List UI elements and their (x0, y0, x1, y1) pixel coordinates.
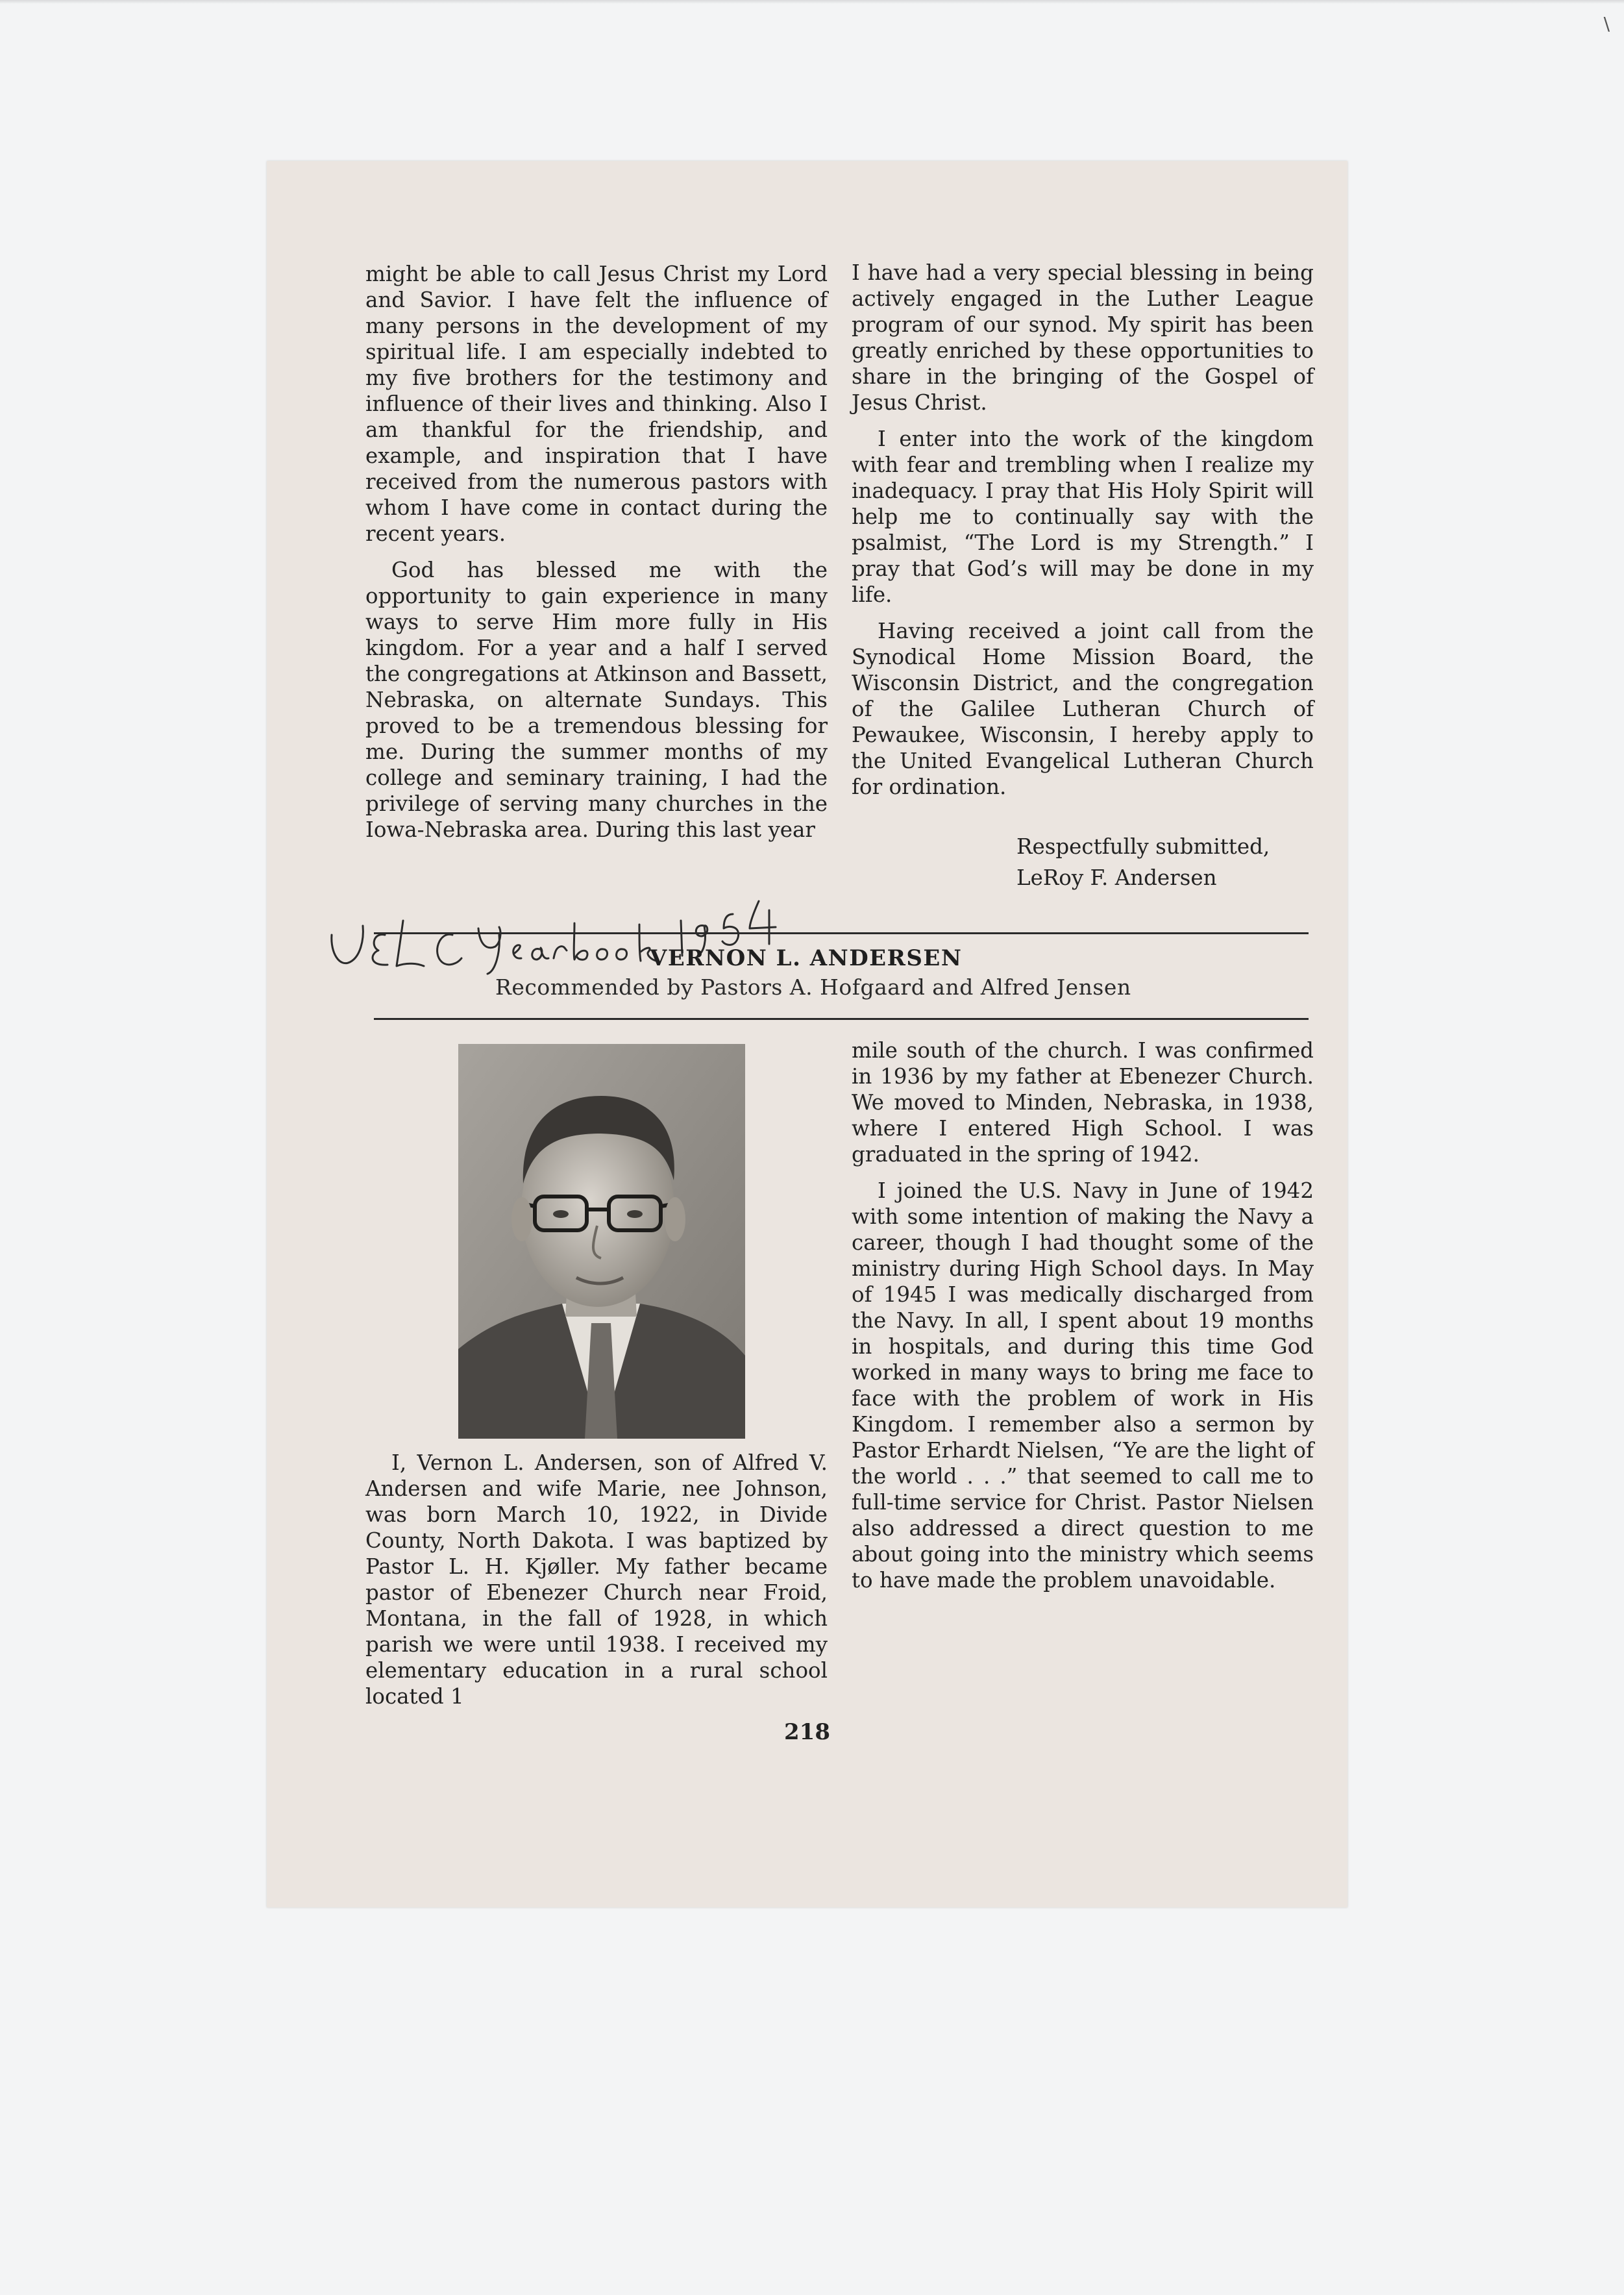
signature-closing: Respectfully submitted, (1016, 834, 1270, 859)
paragraph: I enter into the work of the kingdom with fear and trembling when I realize my inadequacy. I pray that His Holy Spirit will help me to continually say with the psalmist, “The Lord is my Strength.” I pray that God’s will may be done in my life. (852, 427, 1314, 607)
paragraph: I joined the U.S. Navy in June of 1942 with some intention of making the Navy a career, though I had thought some of the ministry during High School days. In May of 1945 I was medically discharged from the Navy. In all, I spent about 19 months in hospitals, and during this time God worked in many ways to bring me face to face with the problem of work in His Kingdom. I remember also a sermon by Pastor Erhardt Nielsen, “Ye are the light of the world . . .” that seemed to call me to full-time service for Christ. Pastor Nielsen also addressed a direct question to me about going into the ministry which seems to have made the problem unavoidable. (852, 1178, 1314, 1593)
paragraph: Having received a joint call from the Synodical Home Mission Board, the Wisconsin District, and the congregation of the Galilee Lutheran Church of Pewaukee, Wisconsin, I hereby apply to the United Evangelical Lutheran Church for ordination. (852, 619, 1314, 799)
recommended-by: Recommended by Pastors A. Hofgaard and Alfred Jensen (495, 974, 1131, 1000)
left-column-top (365, 261, 828, 853)
right-column-top (852, 260, 1314, 810)
paragraph: might be able to call Jesus Christ my Lord and Savior. I have felt the influence of many persons in the development of my spiritual life. I am especially indebted to my five brothers for the testimony and influence of their lives and thinking. Also I am thankful for the friendship, and example, and inspiration that I have received from the numerous pastors with whom I have come in contact during the recent years. (365, 262, 828, 546)
right-column-bottom (852, 1037, 1314, 1604)
section-heading: VERNON L. ANDERSEN (650, 945, 963, 971)
signature-block (1016, 831, 1341, 893)
scan-corner-mark: \ (1603, 13, 1610, 34)
left-column-bottom (365, 1450, 828, 1720)
yearbook-page (267, 161, 1347, 1907)
page-number: 218 (784, 1719, 830, 1745)
paragraph: I, Vernon L. Andersen, son of Alfred V. Andersen and wife Marie, nee Johnson, was born March 10, 1922, in Divide County, North Dakota. I was baptized by Pastor L. H. Kjøller. My father became pastor of Ebenezer Church near Froid, Montana, in the fall of 1928, in which parish we were until 1938. I received my elementary education in a rural school located 1 (365, 1450, 828, 1709)
signature-name: LeRoy F. Andersen (1016, 865, 1217, 890)
paragraph: I have had a very special blessing in being actively engaged in the Luther League program of our synod. My spirit has been greatly enriched by these opportunities to share in the bringing of the Gospel of Jesus Christ. (852, 260, 1314, 415)
scan-edge (0, 0, 1624, 4)
portrait-photo (458, 1044, 745, 1439)
paragraph: mile south of the church. I was confirmed in 1936 by my father at Ebenezer Church. We moved to Minden, Nebraska, in 1938, where I entered High School. I was graduated in the spring of 1942. (852, 1038, 1314, 1167)
divider-bottom (374, 1018, 1309, 1020)
paragraph: God has blessed me with the opportunity to gain experience in many ways to serve Him more fully in His kingdom. For a year and a half I served the congregations at Atkinson and Bassett, Nebraska, on alternate Sundays. This proved to be a tremendous blessing for me. During the summer months of my college and seminary training, I had the privilege of serving many churches in the Iowa-Nebraska area. During this last year (365, 558, 828, 842)
